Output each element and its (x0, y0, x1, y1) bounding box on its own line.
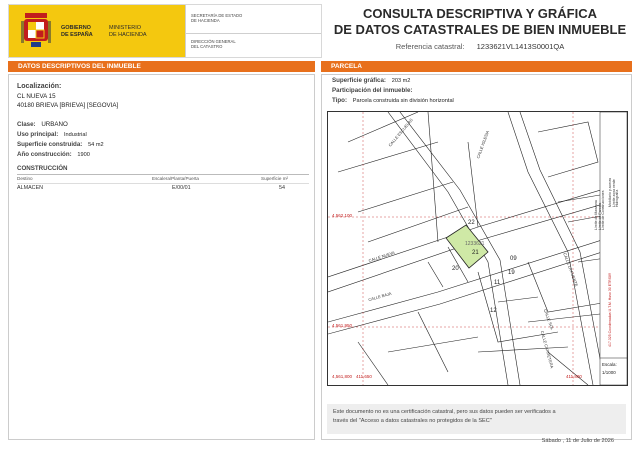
sec-line-1: SECRETARÍA DE ESTADO (191, 13, 243, 18)
parcel-number: 09 (510, 256, 517, 262)
year-value: 1900 (77, 152, 90, 158)
built-area-value: 54 m2 (88, 142, 104, 148)
use-label: Uso principal: (17, 131, 59, 138)
col-header-escalera: Escalera/Planta/Puerta (152, 176, 199, 181)
street-label: CALLE BAJA (367, 290, 393, 303)
title-line-1: CONSULTA DESCRIPTIVA Y GRÁFICA (362, 6, 597, 21)
type-value: Parcela construida sin división horizontal (352, 98, 454, 104)
logo-divider-vertical (185, 5, 186, 57)
coordinate-label: 411,800 (566, 374, 582, 379)
construction-divider (17, 174, 309, 175)
legend-item: Límite zona verde (611, 179, 616, 207)
cell-escalera: E/00/01 (172, 185, 191, 191)
table-row (17, 184, 309, 192)
cadastral-map[interactable] (327, 111, 628, 386)
cell-superficie: 54 (279, 185, 285, 191)
sec-line-2: DE HACIENDA (191, 18, 220, 23)
legend-item: Límite de Construcciones (601, 190, 606, 230)
parcel-number: 12 (490, 308, 497, 314)
class-label: Clase: (17, 121, 36, 128)
location-line-2: 40180 BRIEVA [BRIEVA] [SEGOVIA] (17, 102, 119, 109)
government-logo-block (8, 4, 322, 58)
title-line-2: DE DATOS CATASTRALES DE BIEN INMUEBLE (333, 22, 627, 37)
parcel-number: 11 (494, 280, 501, 286)
utm-vertical-label: 417.325 Coordenadas U.T.M. Huso 30 ETRS89 (608, 273, 612, 347)
cadastral-reference (330, 42, 630, 51)
scale-value: 1/1000 (602, 370, 616, 375)
dir-line-2: DEL CATASTRO (191, 44, 223, 49)
disclaimer-note (327, 404, 626, 434)
map-legend (595, 170, 606, 230)
min-line-1: MINISTERIO (109, 25, 142, 31)
parcel-number: 20 (452, 266, 459, 272)
construction-title: CONSTRUCCIÓN (17, 165, 68, 172)
col-header-destino: Destino (17, 176, 33, 181)
ref-label: Referencia catastral: (395, 42, 465, 51)
document-title (330, 6, 630, 38)
note-line-1: Este documento no es una certificación catastral, pero sus datos pueden ser verificados a (333, 409, 556, 415)
coordinate-label: 4,561,800 (332, 374, 353, 379)
min-line-2: DE HACIENDA (109, 32, 147, 38)
coordinate-label: 4,561,950 (332, 323, 353, 328)
street-label: CALLE LA FUENTE (562, 251, 580, 288)
gov-line-2: DE ESPAÑA (61, 32, 93, 38)
parcel-number: 22 (468, 220, 475, 226)
dir-line-1: DIRECCIÓN GENERAL (191, 39, 236, 44)
graphic-area-value: 203 m2 (391, 78, 411, 84)
document-date: Sábado , 11 de Julio de 2026 (541, 438, 614, 444)
use-value: Industrial (64, 132, 87, 138)
descriptive-data-panel (8, 74, 315, 440)
built-area-label: Superficie construida: (17, 141, 83, 148)
ref-value: 1233621VL1413S0001QA (476, 42, 565, 51)
street-label: CALLE SOL (542, 308, 555, 331)
graphic-area-label: Superficie gráfica: (332, 77, 386, 84)
street-label: CALLE IGLESIA (475, 129, 491, 160)
legend-item: Límite de Manzana (594, 200, 598, 230)
logo-divider-horizontal (185, 33, 321, 34)
coordinate-label: 411,650 (356, 374, 372, 379)
directorate-label (191, 39, 236, 49)
participation-label: Participación del inmueble: (332, 87, 413, 94)
parcel-title: PARCELA (331, 63, 362, 70)
highlighted-parcel-label: 1233621 (465, 241, 485, 247)
map-legend-2 (609, 117, 620, 207)
cell-destino: ALMACEN (17, 185, 44, 191)
year-label: Año construcción: (17, 151, 72, 158)
type-label: Tipo: (332, 97, 348, 104)
legend-item: Límite de Parcela (597, 202, 602, 230)
parcel-number: 21 (472, 250, 479, 256)
government-label (61, 25, 93, 39)
ministry-label (109, 25, 147, 39)
descriptive-data-header (8, 61, 315, 72)
class-value: URBANO (41, 121, 68, 128)
street-label: CALLE CARRETERA (539, 330, 555, 369)
parcel-header (321, 61, 632, 72)
parcel-number: 19 (508, 270, 515, 276)
gov-line-1: GOBIERNO (61, 25, 91, 31)
location-line-1: CL NUEVA 15 (17, 93, 56, 100)
secretariat-label (191, 13, 242, 23)
note-line-2[interactable]: través del "Acceso a datos catastrales no protegidos de la SEC" (333, 418, 492, 424)
street-label: CALLE ESCUELAS (387, 117, 414, 148)
legend-item: Mobiliario y aceras (608, 177, 612, 207)
location-label: Localización: (17, 83, 62, 90)
col-header-superficie: Superficie m² (261, 176, 289, 181)
street-label: CALLE NUEVA (367, 249, 396, 264)
legend-item: Hidrografía (615, 189, 620, 207)
coordinate-label: 4,562,100 (332, 213, 353, 218)
descriptive-data-title: DATOS DESCRIPTIVOS DEL INMUEBLE (18, 63, 141, 70)
scale-label: Escala: (602, 362, 617, 367)
coat-of-arms-icon (21, 13, 51, 49)
